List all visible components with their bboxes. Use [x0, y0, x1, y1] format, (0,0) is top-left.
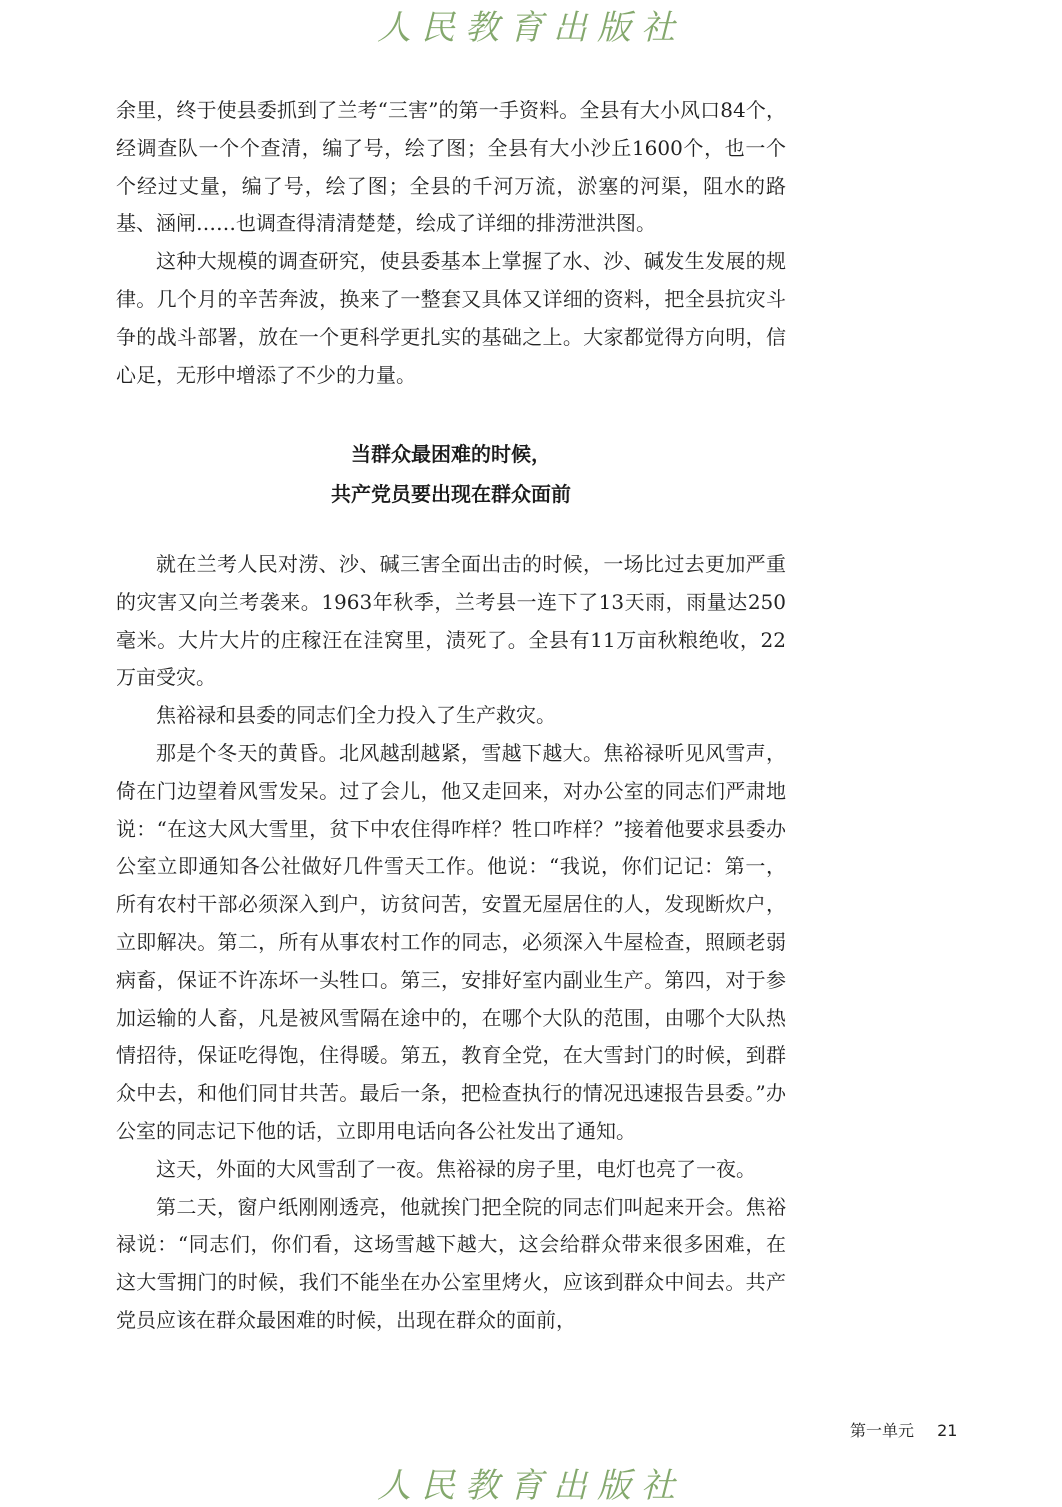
paragraph: 焦裕禄和县委的同志们全力投入了生产救灾。 [156, 703, 556, 728]
section-heading-line-2: 共产党员要出现在群众面前 [331, 482, 571, 506]
unit-label: 第一单元 [850, 1421, 915, 1440]
publisher-watermark-bottom: 人民教育出版社 [377, 1466, 685, 1506]
paragraph: 这天，外面的大风雪刮了一夜。焦裕禄的房子里，电灯也亮了一夜。 [156, 1156, 756, 1181]
section-heading-line-1: 当群众最困难的时候， [351, 442, 551, 466]
page-number: 21 [937, 1421, 958, 1440]
paragraph: 第二天，窗户纸刚刚透亮，他就挨门把全院的同志们叫起来开会。焦裕禄说：“同志们，你们看，这场雪越下越大，这会给群众带来很多困难，在这大雪拥门的时候，我们不能坐在办公室里烤火，应该到群众中间去。共产党员应该在群众最困难的时候，出现在群众的面前， [116, 1194, 786, 1332]
text-block-top [116, 92, 786, 394]
section-heading [116, 434, 786, 514]
paragraph: 那是个冬天的黄昏。北风越刮越紧，雪越下越大。焦裕禄听见风雪声，倚在门边望着风雪发呆。过了会儿，他又走回来，对办公室的同志们严肃地说：“在这大风大雪里，贫下中农住得咋样？牲口咋样？”接着他要求县委办公室立即通知各公社做好几件雪天工作。他说：“我说，你们记记：第一，所有农村干部必须深入到户，访贫问苦，安置无屋居住的人，发现断炊户，立即解决。第二，所有从事农村工作的同志，必须深入牛屋检查，照顾老弱病畜，保证不许冻坏一头牲口。第三，安排好室内副业生产。第四，对于参加运输的人畜，凡是被风雪隔在途中的，在哪个大队的范围，由哪个大队热情招待，保证吃得饱，住得暖。第五，教育全党，在大雪封门的时候，到群众中去，和他们同甘共苦。最后一条，把检查执行的情况迅速报告县委。”办公室的同志记下他的话，立即用电话向各公社发出了通知。 [116, 740, 786, 1143]
publisher-watermark-top: 人民教育出版社 [377, 8, 685, 48]
text-block-main [116, 546, 786, 1340]
paragraph: 这种大规模的调查研究，使县委基本上掌握了水、沙、碱发生发展的规律。几个月的辛苦奔波，换来了一整套又具体又详细的资料，把全县抗灾斗争的战斗部署，放在一个更科学更扎实的基础之上。大家都觉得方向明，信心足，无形中增添了不少的力量。 [116, 249, 786, 387]
paragraph: 余里，终于使县委抓到了兰考“三害”的第一手资料。全县有大小风口84个，经调查队一个个查清，编了号，绘了图；全县有大小沙丘1600个，也一个个经过丈量，编了号，绘了图；全县的千河万流，淤塞的河渠，阻水的路基、涵闸……也调查得清清楚楚，绘成了详细的排涝泄洪图。 [116, 98, 786, 236]
page-footer [850, 1418, 957, 1441]
paragraph: 就在兰考人民对涝、沙、碱三害全面出击的时候，一场比过去更加严重的灾害又向兰考袭来。1963年秋季，兰考县一连下了13天雨，雨量达250毫米。大片大片的庄稼汪在洼窝里，渍死了。全县有11万亩秋粮绝收，22万亩受灾。 [116, 552, 786, 690]
